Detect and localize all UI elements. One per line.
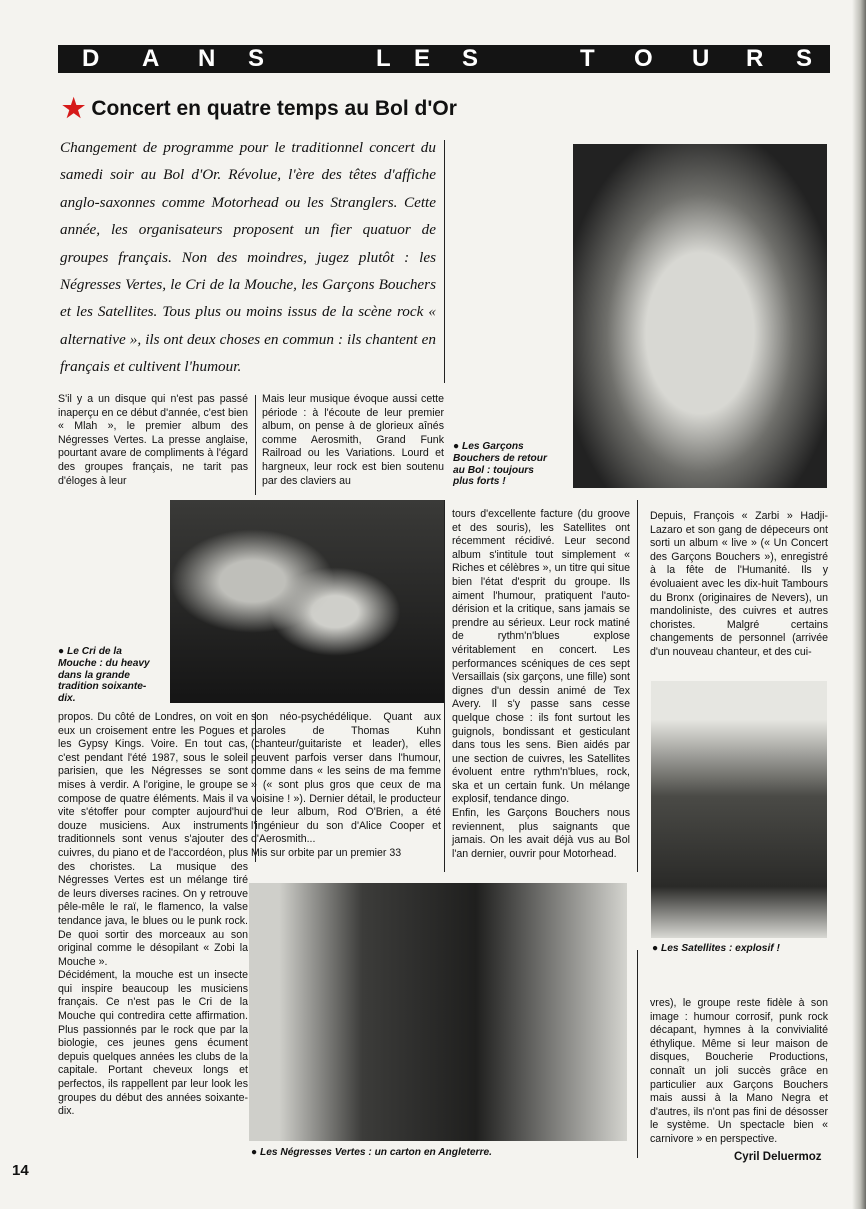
paragraph: vres), le groupe reste fidèle à son image : humour corrosif, punk rock décapant, hymnes à la convivialité éthylique. Même si leur maison de disques, Boucherie Productions, connaît un joli succès grâce en particulier aux Garçons Bouchers mais aussi à la Mano Negra et d'autres, ils n'ont pas fini de désosser le système. Un spectacle bien « carnivore » en perspective. [650, 997, 828, 1145]
headline-title: Concert en quatre temps au Bol d'Or [91, 97, 457, 120]
caption-cri-de-la-mouche [58, 646, 158, 705]
column-divider [637, 500, 638, 872]
paragraph: son néo-psychédélique. Quant aux paroles de Thomas Kuhn (chanteur/guitariste et leader), elles peuvent parfois verser dans l'humour, comme dans « les seins de ma femme » (« sont plus gros que ceux de ma voisine ! »). Dernier détail, le producteur de leur album, Rod O'Brien, a été l'ingénieur du son d'Alice Cooper et d'Aerosmith... [251, 711, 441, 846]
text-column-3 [452, 508, 630, 861]
caption-garcons-bouchers [453, 441, 553, 488]
bullet-icon: ● [453, 441, 460, 452]
paragraph: Enfin, les Garçons Bouchers nous reviennent, plus saignants que jamais. On les avait déjà vus au Bol l'an dernier, ouvrir pour Motorhead. [452, 807, 630, 860]
column-divider [444, 140, 445, 383]
photo-negresses-vertes [249, 883, 627, 1141]
text-column-1-top [58, 393, 248, 488]
bullet-icon: ● [652, 943, 659, 954]
text-column-2-top [262, 393, 444, 488]
text-column-1-bottom [58, 711, 248, 1119]
paragraph: Depuis, François « Zarbi » Hadji-Lazaro et son gang de dépeceurs ont sorti un album « live » (« Un Concert des Garçons Bouchers »), enregistré à la fête de l'Humanité. Ils y évoluaient avec les dix-huit Tambours du Bronx (originaires de Nevers), un mandoliniste, des cuivres et autres choristes. Malgré certains changements de personnel (arrivée d'un nouveau chanteur, et des cui- [650, 510, 828, 658]
caption-text: Les Négresses Vertes : un carton en Angleterre. [260, 1147, 492, 1158]
photo-garcons-bouchers [573, 144, 827, 488]
banner-letter: A [142, 45, 160, 72]
column-divider [255, 395, 256, 495]
banner-letter: L [376, 45, 391, 72]
star-icon: ★ [62, 93, 86, 123]
banner-letter: E [414, 45, 431, 72]
text-column-4-top [650, 510, 828, 660]
paragraph: tours d'excellente facture (du groove et des souris), les Satellites ont récemment récidivé. Leur second album s'intitule tout simplement « Riches et célèbres », un titre qui situe bien l'état d'esprit du groupe. Ils aiment l'humour, pratiquent l'auto-dérision et la critique, sans jamais se prendre au sérieux. Leur rock matiné de rythm'n'blues explose véritablement en concert. Les performances scéniques de ces sept Versaillais (six garçons, une fille) sont dignes d'un dessin animé de Tex Avery. Il s'y passe sans cesse quelque chose : ils font surtout les guignols, bondissant et gesticulant dans tous les sens. Bien aidés par une section de cuivres, les Satellites évoluent entre rythm'n'blues, rock, ska et un certain funk. Un mélange explosif, tendance dingo. [452, 508, 630, 806]
bullet-icon: ● [58, 646, 65, 657]
banner-letter: S [462, 45, 479, 72]
banner-letter: U [692, 45, 710, 72]
caption-text: Les Satellites : explosif ! [661, 943, 780, 954]
section-banner [58, 45, 830, 73]
banner-letter: O [634, 45, 653, 72]
banner-letter: N [198, 45, 216, 72]
column-divider [444, 500, 445, 872]
page-number: 14 [12, 1162, 29, 1179]
author-signature: Cyril Deluermoz [734, 1151, 822, 1163]
paragraph: S'il y a un disque qui n'est pas passé inaperçu en ce début d'année, c'est bien « Mlah », le premier album des Négresses Vertes. La presse anglaise, pourtant avare de compliments à l'égard des groupes français, ne tarit pas d'éloges à leur [58, 393, 248, 487]
page-edge-shadow [852, 0, 866, 1209]
intro-paragraph: Changement de programme pour le traditionnel concert du samedi soir au Bol d'Or. Révolue, l'ère des têtes d'affiche anglo-saxonnes comme Motorhead ou les Stranglers. Cette année, les organisateurs proposent un fier quatuor de groupes français. Non des moindres, jugez plutôt : les Négresses Vertes, le Cri de la Mouche, les Garçons Bouchers et les Satellites. Tous plus ou moins issus de la scène rock « alternative », ils ont deux choses en commun : ils chantent en français et cultivent l'humour. [60, 139, 436, 376]
paragraph: propos. Du côté de Londres, on voit en eux un croisement entre les Pogues et les Gypsy Kings. Voire. En tout cas, c'est pendant l'été 1987, sous le soleil parisien, que les Négresses se sont mises à verdir. A l'origine, le groupe se compose de quatre éléments. Mais il va vite s'étoffer pour compter aujourd'hui douze musiciens. Aux instruments traditionnels sont venus s'ajouter des cuivres, du piano et de l'accordéon, plus des choristes. La musique des Négresses Vertes est un mélange tiré de leurs diverses racines. On y retrouve pêle-mêle le raï, le flamenco, la valse tendance java, le blues ou le punk rock. De quoi sortir des morceaux au son original comme le désopilant « Zobi la Mouche ». [58, 711, 248, 968]
photo-cri-de-la-mouche [170, 500, 445, 703]
paragraph: Décidément, la mouche est un insecte qui inspire beaucoup les musiciens français. Ce n'est pas le Cri de la Mouche qui contredira cette affirmation. Plus passionnés par le rock que par la biologie, ces jeunes gens écument depuis quelques années les clubs de la capitale. Portant cheveux longs et perfectos, ils rappellent par leur look les groupes du début des années soixante-dix. [58, 969, 248, 1118]
caption-negresses-vertes [251, 1147, 631, 1159]
banner-letter: R [746, 45, 764, 72]
banner-letter: D [82, 45, 100, 72]
banner-letter: S [796, 45, 813, 72]
banner-letter: S [248, 45, 265, 72]
caption-text: Les Garçons Bouchers de retour au Bol : toujours plus forts ! [453, 441, 547, 488]
text-column-2-bottom [251, 711, 441, 861]
column-divider [637, 950, 638, 1158]
paragraph: Mis sur orbite par un premier 33 [251, 846, 402, 859]
banner-letter: T [580, 45, 595, 72]
text-column-4-bottom [650, 997, 828, 1147]
paragraph: Mais leur musique évoque aussi cette période : à l'écoute de leur premier album, on pense à de glorieux aînés comme Aerosmith, Grand Funk Railroad ou les Variations. Lourd et hargneux, leur rock est bien soutenu par des claviers au [262, 393, 444, 487]
article-headline [62, 94, 457, 123]
caption-satellites [652, 943, 832, 955]
bullet-icon: ● [251, 1147, 258, 1158]
caption-text: Le Cri de la Mouche : du heavy dans la grande tradition soixante-dix. [58, 646, 150, 705]
photo-satellites [651, 681, 827, 938]
